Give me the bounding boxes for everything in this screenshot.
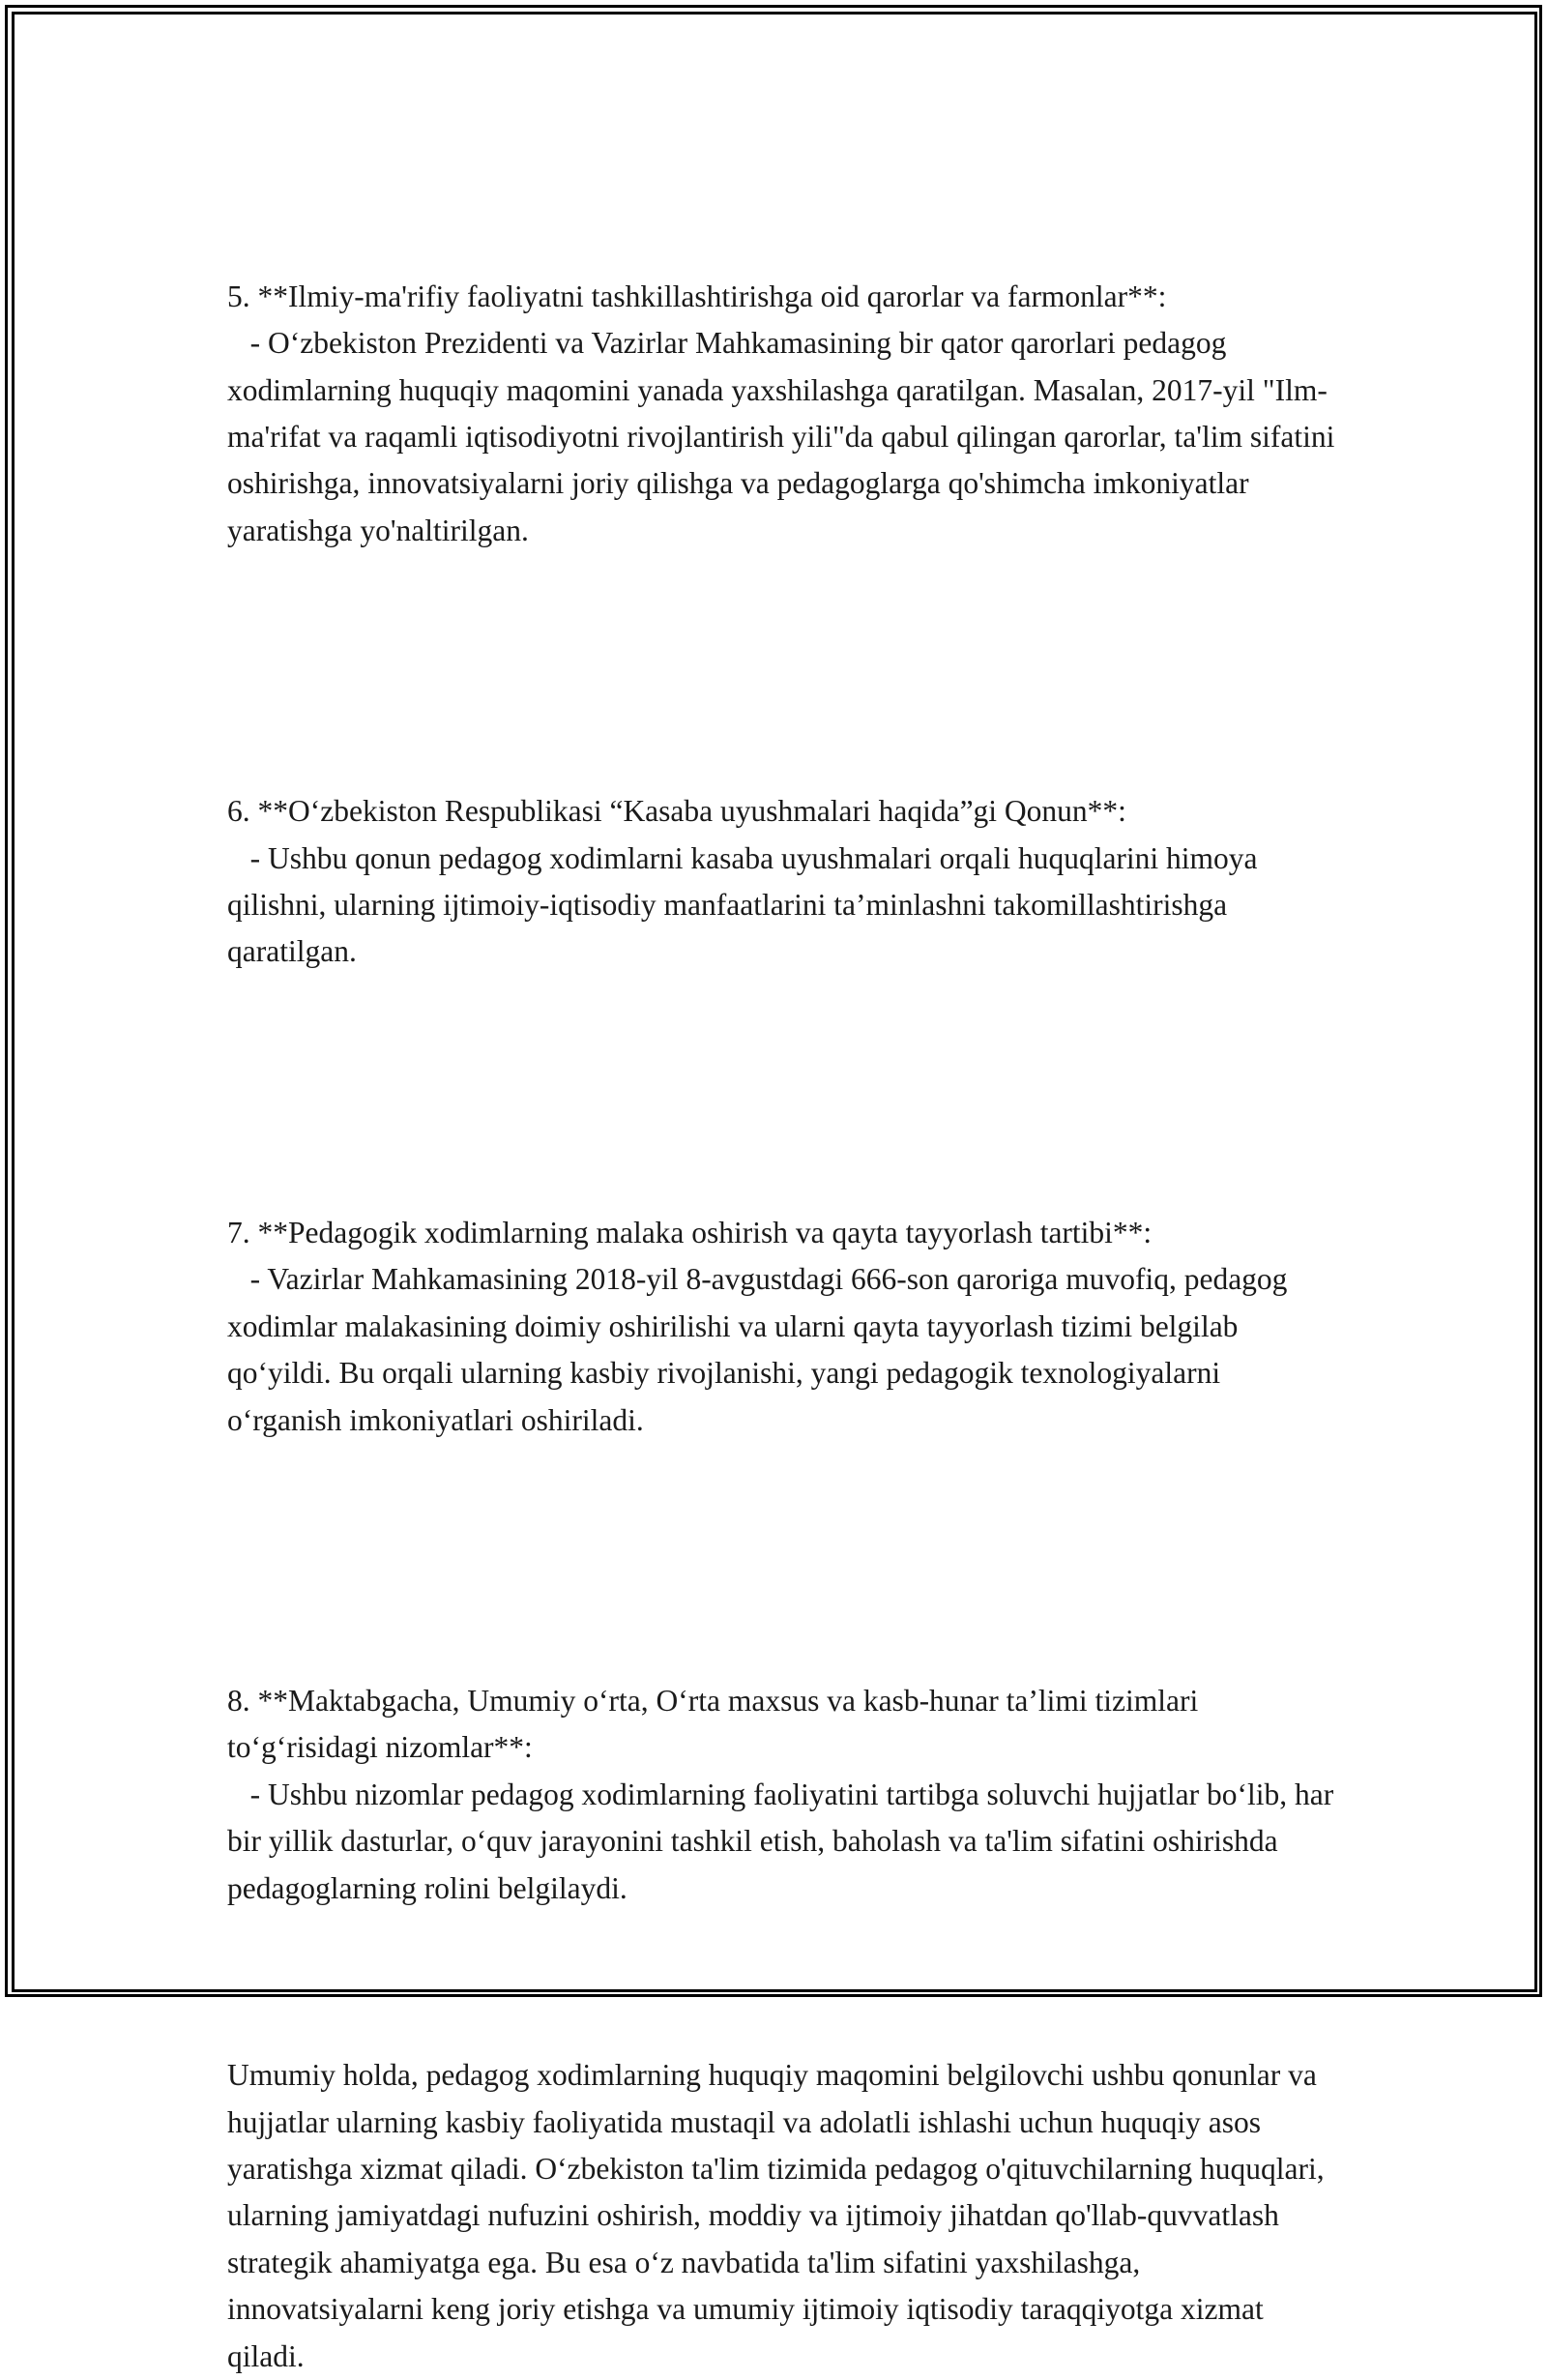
section-7 <box>227 1116 1339 1538</box>
section-5 <box>227 180 1343 648</box>
conclusion-paragraph: Umumiy holda, pedagog xodimlarning huquqiy maqomini belgilovchi ushbu qonunlar va hujjatlar ularning kasbiy faoliyatida mustaqil va adolatli ishlashi uchun huquqiy asos yaratishga xizmat qiladi. O‘zbekiston ta'lim tizimida pedagog o'qituvchilarning huquqlari, ularning jamiyatdagi nufuzini oshirish, moddiy va ijtimoiy jihatdan qo'llab-quvvatlash strategik ahamiyatga ega. Bu esa o‘z navbatida ta'lim sifatini yaxshilashga, innovatsiyalarni keng joriy etishga va umumiy ijtimoiy iqtisodiy taraqqiyotga xizmat qiladi. <box>227 2058 1332 2373</box>
section-6 <box>227 694 1339 1069</box>
section-heading: 6. **O‘zbekiston Respublikasi “Kasaba uyushmalari haqida”gi Qonun**: <box>227 794 1126 829</box>
section-heading: 8. **Maktabgacha, Umumiy o‘rta, O‘rta maxsus va kasb-hunar ta’limi tizimlari to‘g‘risidagi nizomlar**: <box>227 1683 1207 1765</box>
section-text: - Ushbu qonun pedagog xodimlarni kasaba uyushmalari orqali huquqlarini himoya qilishni, ularning ijtimoiy-iqtisodiy manfaatlarini ta’minlashni takomillashtirishga qaratilgan. <box>227 840 1266 969</box>
document-body <box>227 180 1343 2380</box>
section-heading: 7. **Pedagogik xodimlarning malaka oshirish va qayta tayyorlash tartibi**: <box>227 1215 1153 1249</box>
section-text: - Ushbu nizomlar pedagog xodimlarning faoliyatini tartibga soluvchi hujjatlar bo‘lib, har bir yillik dasturlar, o‘quv jarayonini tashkil etish, baholash va ta'lim sifatini oshirishda pedagoglarning rolini belgilaydi. <box>227 1777 1342 1905</box>
section-text: - O‘zbekiston Prezidenti va Vazirlar Mahkamasining bir qator qarorlari pedagog xodimlarning huquqiy maqomini yanada yaxshilashga qaratilgan. Masalan, 2017-yil "Ilm-ma'rifat va raqamli iqtisodiyotni rivojlantirish yili"da qabul qilingan qarorlar, ta'lim sifatini oshirishga, innovatsiyalarni joriy qilishga va pedagoglarga qo'shimcha imkoniyatlar yaratishga yo'naltirilgan. <box>227 326 1343 547</box>
section-text: - Vazirlar Mahkamasining 2018-yil 8-avgustdagi 666-son qaroriga muvofiq, pedagog xodimlar malakasining doimiy oshirilishi va ularni qayta tayyorlash tizimi belgilab qo‘yildi. Bu orqali ularning kasbiy rivojlanishi, yangi pedagogik texnologiyalarni o‘rganish imkoniyatlari oshiriladi. <box>227 1262 1296 1437</box>
section-heading: 5. **Ilmiy-ma'rifiy faoliyatni tashkillashtirishga oid qarorlar va farmonlar**: <box>227 279 1167 313</box>
section-8 <box>227 1584 1342 2006</box>
